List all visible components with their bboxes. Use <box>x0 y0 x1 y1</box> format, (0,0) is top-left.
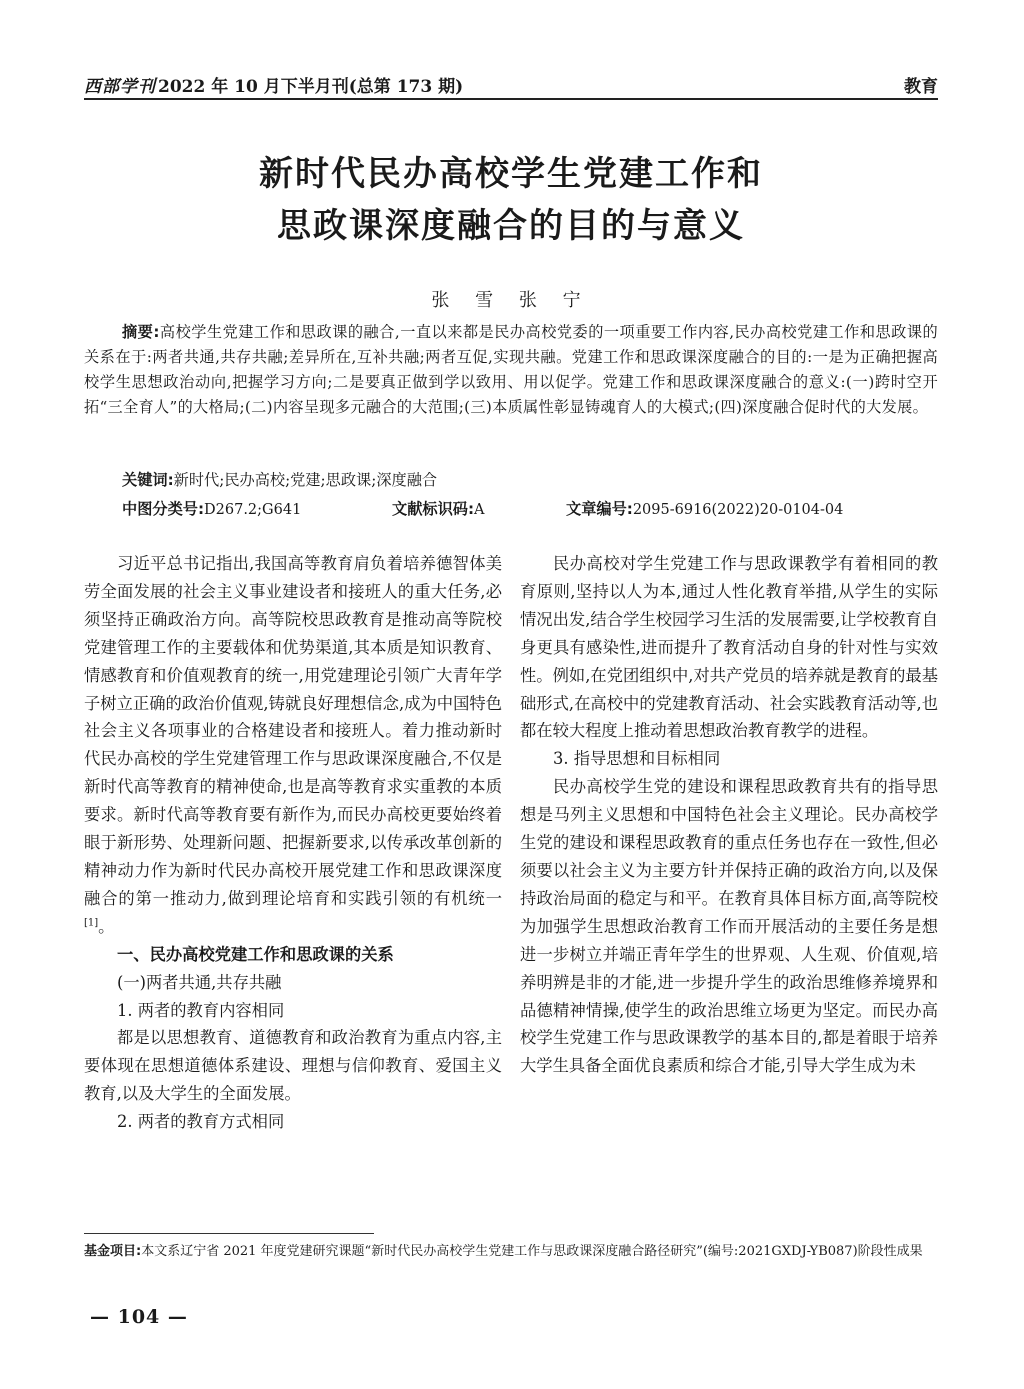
article-number-value: 2095-6916(2022)20-0104-04 <box>632 502 844 518</box>
journal-logo: 西部学刊 <box>84 77 156 97</box>
clc-value: D267.2;G641 <box>204 502 302 518</box>
clc-label: 中图分类号: <box>122 500 205 518</box>
footnote-label: 基金项目: <box>84 1244 142 1259</box>
journal-issue <box>84 72 463 97</box>
keywords <box>122 469 938 490</box>
doc-code <box>392 498 485 519</box>
body-column-left <box>84 550 502 1136</box>
sub-subsection-heading: 3. 指导思想和目标相同 <box>553 749 721 769</box>
authors: 张 雪 张 宁 <box>431 290 591 311</box>
running-header <box>84 70 938 100</box>
footnote-text: 本文系辽宁省 2021 年度党建研究课题“新时代民办高校学生党建工作与思政课深度融合路径研究”(编号:2021GXDJ-YB087)阶段性成果 <box>141 1244 923 1259</box>
sub-subsection-heading: 2. 两者的教育方式相同 <box>117 1112 285 1132</box>
funding-footnote <box>84 1241 938 1263</box>
abstract-label: 摘要: <box>122 323 160 341</box>
issue-info: 2022 年 10 月下半月刊(总第 173 期) <box>158 77 464 97</box>
body-paragraph: 习近平总书记指出,我国高等教育肩负着培养德智体美劳全面发展的社会主义事业建设者和接班人的重大任务,必须坚持正确政治方向。高等院校思政教育是推动高等院校党建管理工作的主要载体和优势渠道,其本质是知识教育、情感教育和价值观教育的统一,用党建理论引领广大青年学子树立正确的政治价值观,铸就良好理想信念,成为中国特色社会主义各项事业的合格建设者和接班人。着力推动新时代民办高校的学生党建管理工作与思政课深度融合,不仅是新时代高等教育的精神使命,也是高等教育求实重教的本质要求。新时代高等教育要有新作为,而民办高校更要始终着眼于新形势、处理新问题、把握新要求,以传承改革创新的精神动力作为新时代民办高校开展党建工作和思政课深度融合的第一推动力,做到理论培育和实践引领的有机统一[1]。 <box>84 554 502 936</box>
keywords-label: 关键词: <box>122 471 174 489</box>
article-number <box>566 498 843 519</box>
abstract <box>84 320 938 420</box>
doc-code-label: 文献标识码: <box>392 500 475 518</box>
section-heading-1: 一、民办高校党建工作和思政课的关系 <box>117 944 394 964</box>
sub-subsection-heading: 1. 两者的教育内容相同 <box>117 1000 285 1020</box>
abstract-text: 高校学生党建工作和思政课的融合,一直以来都是民办高校党委的一项重要工作内容,民办高校党建工作和思政课的关系在于:两者共通,共存共融;差异所在,互补共融;两者互促,实现共融。党建工作和思政课深度融合的目的:一是为正确把握高校学生思想政治动向,把握学习方向;二是要真正做到学以致用、用以促学。党建工作和思政课深度融合的意义:(一)跨时空开拓“三全育人”的大格局;(二)内容呈现多元融合的大范围;(三)本质属性彰显铸魂育人的大模式;(四)深度融合促时代的大发展。 <box>84 323 938 416</box>
page-number: — 104 — <box>90 1306 188 1328</box>
title-line-2: 思政课深度融合的目的与意义 <box>277 206 745 246</box>
body-paragraph: 都是以思想教育、道德教育和政治教育为重点内容,主要体现在思想道德体系建设、理想与信仰教育、爱国主义教育,以及大学生的全面发展。 <box>84 1028 502 1104</box>
clc <box>122 498 301 519</box>
footnote-rule <box>84 1233 374 1234</box>
citation-ref: [1] <box>84 917 99 929</box>
title-line-1: 新时代民办高校学生党建工作和 <box>259 154 763 194</box>
body-paragraph: 民办高校学生党的建设和课程思政教育共有的指导思想是马列主义思想和中国特色社会主义理论。民办高校学生党的建设和课程思政教育的重点任务也存在一致性,但必须要以社会主义为主要方针并保持正确的政治方向,以及保持政治局面的稳定与和平。在教育具体目标方面,高等院校为加强学生思想政治教育工作而开展活动的主要任务是想进一步树立并端正青年学生的世界观、人生观、价值观,培养明辨是非的才能,进一步提升学生的政治思维修养境界和品德精神情操,使学生的政治思维立场更为坚定。而民办高校学生党建工作与思政课教学的基本目的,都是着眼于培养大学生具备全面优良素质和综合才能,引导大学生成为未 <box>520 777 938 1076</box>
body-column-right <box>520 550 938 1080</box>
keywords-text: 新时代;民办高校;党建;思政课;深度融合 <box>173 471 438 489</box>
body-paragraph: 民办高校对学生党建工作与思政课教学有着相同的教育原则,坚持以人为本,通过人性化教育举措,从学生的实际情况出发,结合学生校园学习生活的发展需要,让学校教育自身更具有感染性,进而提升了教育活动自身的针对性与实效性。例如,在党团组织中,对共产党员的培养就是教育的最基础形式,在高校中的党建教育活动、社会实践教育活动等,也都在较大程度上推动着思想政治教育教学的进程。 <box>520 554 938 741</box>
doc-code-value: A <box>474 502 485 518</box>
subsection-heading: (一)两者共通,共存共融 <box>117 972 282 992</box>
section-name: 教育 <box>904 77 938 97</box>
article-number-label: 文章编号: <box>566 500 633 518</box>
article-title <box>84 148 938 252</box>
